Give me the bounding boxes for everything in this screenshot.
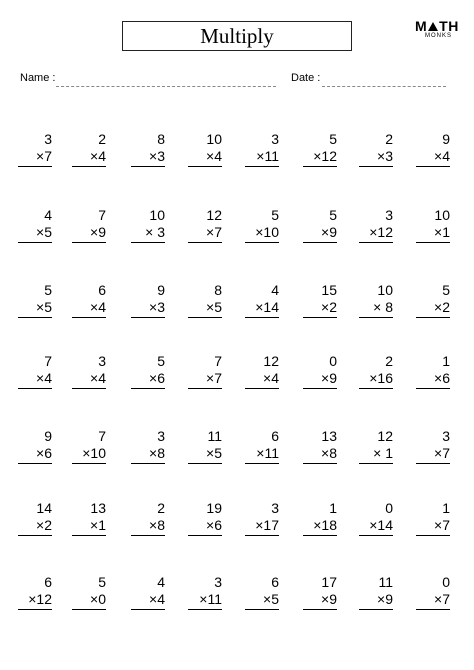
problem-3-8 [416,282,450,318]
multiplier: × 8 [359,299,393,318]
problem-1-3 [131,131,165,167]
multiplier: ×3 [131,148,165,167]
multiplier: ×12 [18,591,52,610]
logo-letters-th: TH [439,18,459,34]
problem-7-7 [359,574,393,610]
multiplier: ×8 [303,445,337,464]
multiplier: ×4 [416,148,450,167]
multiplicand: 3 [214,574,222,590]
multiplicand: 4 [44,207,52,223]
multiplier: ×2 [416,299,450,318]
multiplicand: 17 [321,574,337,590]
problem-6-2 [72,500,106,536]
problem-5-8 [416,428,450,464]
problem-2-5 [245,207,279,243]
problem-2-1 [18,207,52,243]
problem-4-1 [18,353,52,389]
multiplier: ×9 [303,591,337,610]
multiplier: ×14 [359,517,393,536]
multiplicand: 9 [44,428,52,444]
problem-2-8 [416,207,450,243]
multiplier: ×4 [72,299,106,318]
multiplicand: 14 [36,500,52,516]
problem-5-2 [72,428,106,464]
problem-5-3 [131,428,165,464]
worksheet-title: Multiply [122,21,352,51]
problem-5-6 [303,428,337,464]
multiplicand: 9 [442,131,450,147]
multiplicand: 5 [98,574,106,590]
problem-4-3 [131,353,165,389]
multiplicand: 5 [44,282,52,298]
problem-4-5 [245,353,279,389]
multiplier: ×12 [303,148,337,167]
problem-3-7 [359,282,393,318]
multiplicand: 3 [442,428,450,444]
multiplicand: 5 [329,207,337,223]
problem-3-4 [188,282,222,318]
problem-3-3 [131,282,165,318]
multiplicand: 9 [157,282,165,298]
multiplicand: 11 [378,574,393,590]
multiplier: ×5 [188,299,222,318]
multiplicand: 5 [271,207,279,223]
multiplicand: 0 [329,353,337,369]
multiplier: ×4 [245,370,279,389]
multiplier: ×16 [359,370,393,389]
multiplier: ×10 [72,445,106,464]
multiplicand: 12 [377,428,393,444]
problem-4-8 [416,353,450,389]
problem-1-8 [416,131,450,167]
multiplicand: 3 [271,500,279,516]
problem-2-6 [303,207,337,243]
multiplicand: 6 [271,574,279,590]
problem-4-2 [72,353,106,389]
multiplicand: 7 [44,353,52,369]
multiplicand: 5 [329,131,337,147]
problem-7-4 [188,574,222,610]
multiplicand: 10 [149,207,165,223]
multiplier: ×11 [245,445,279,464]
problem-1-2 [72,131,106,167]
problem-7-3 [131,574,165,610]
problem-2-2 [72,207,106,243]
problem-2-3 [131,207,165,243]
multiplier: ×6 [416,370,450,389]
problem-5-4 [188,428,222,464]
multiplier: ×14 [245,299,279,318]
multiplicand: 8 [214,282,222,298]
multiplicand: 2 [98,131,106,147]
multiplicand: 13 [321,428,337,444]
logo-letter-m: M [415,18,428,34]
multiplicand: 2 [385,131,393,147]
multiplicand: 3 [98,353,106,369]
problem-7-5 [245,574,279,610]
problem-3-6 [303,282,337,318]
problem-4-6 [303,353,337,389]
multiplicand: 12 [263,353,279,369]
multiplier: ×2 [303,299,337,318]
multiplier: ×17 [245,517,279,536]
problem-1-7 [359,131,393,167]
problem-6-5 [245,500,279,536]
multiplier: ×4 [188,148,222,167]
problem-1-1 [18,131,52,167]
multiplier: ×1 [72,517,106,536]
problem-6-4 [188,500,222,536]
multiplicand: 3 [157,428,165,444]
triangle-icon [428,22,438,31]
name-line[interactable] [56,86,276,87]
multiplier: ×11 [245,148,279,167]
multiplicand: 1 [329,500,337,516]
multiplicand: 7 [98,428,106,444]
multiplicand: 19 [206,500,222,516]
multiplicand: 10 [377,282,393,298]
problem-6-8 [416,500,450,536]
multiplier: ×7 [188,370,222,389]
multiplier: ×0 [72,591,106,610]
multiplier: ×4 [18,370,52,389]
multiplicand: 6 [271,428,279,444]
multiplicand: 2 [157,500,165,516]
multiplier: ×12 [359,224,393,243]
problem-3-1 [18,282,52,318]
multiplicand: 6 [44,574,52,590]
multiplier: ×6 [188,517,222,536]
multiplicand: 0 [442,574,450,590]
problem-2-4 [188,207,222,243]
multiplier: ×5 [18,299,52,318]
multiplier: ×5 [18,224,52,243]
name-label: Name : [20,72,56,84]
multiplicand: 2 [385,353,393,369]
multiplier: ×3 [131,299,165,318]
multiplicand: 3 [271,131,279,147]
multiplier: ×7 [416,591,450,610]
multiplier: ×7 [18,148,52,167]
multiplier: ×4 [72,370,106,389]
problem-7-8 [416,574,450,610]
logo-monks: MONKS [425,33,453,39]
problem-7-1 [18,574,52,610]
problem-1-6 [303,131,337,167]
problem-4-7 [359,353,393,389]
multiplier: ×4 [131,591,165,610]
multiplier: ×9 [72,224,106,243]
multiplier: ×6 [131,370,165,389]
problem-5-7 [359,428,393,464]
multiplicand: 10 [434,207,450,223]
multiplicand: 5 [442,282,450,298]
multiplier: ×5 [245,591,279,610]
multiplier: ×7 [416,517,450,536]
multiplier: ×4 [72,148,106,167]
multiplier: ×11 [188,591,222,610]
math-monks-logo [415,18,459,39]
problem-6-3 [131,500,165,536]
multiplicand: 1 [442,353,450,369]
multiplicand: 3 [385,207,393,223]
problem-1-4 [188,131,222,167]
date-line[interactable] [322,86,446,87]
multiplicand: 0 [385,500,393,516]
multiplier: ×18 [303,517,337,536]
multiplier: ×7 [188,224,222,243]
multiplier: ×7 [416,445,450,464]
multiplier: ×1 [416,224,450,243]
problem-7-6 [303,574,337,610]
problem-6-1 [18,500,52,536]
multiplicand: 3 [44,131,52,147]
problem-3-2 [72,282,106,318]
date-label: Date : [291,72,321,84]
multiplier: ×9 [303,370,337,389]
problem-6-7 [359,500,393,536]
multiplier: ×9 [303,224,337,243]
problem-4-4 [188,353,222,389]
multiplier: ×2 [18,517,52,536]
multiplier: ×5 [188,445,222,464]
multiplier: × 1 [359,445,393,464]
problem-2-7 [359,207,393,243]
multiplicand: 7 [98,207,106,223]
problem-5-5 [245,428,279,464]
problem-7-2 [72,574,106,610]
multiplicand: 4 [271,282,279,298]
multiplicand: 5 [157,353,165,369]
multiplier: ×3 [359,148,393,167]
multiplier: ×8 [131,517,165,536]
multiplicand: 7 [214,353,222,369]
problem-6-6 [303,500,337,536]
multiplier: × 3 [131,224,165,243]
multiplier: ×8 [131,445,165,464]
multiplicand: 13 [90,500,106,516]
multiplicand: 10 [206,131,222,147]
multiplicand: 6 [98,282,106,298]
multiplier: ×10 [245,224,279,243]
multiplicand: 4 [157,574,165,590]
multiplicand: 8 [157,131,165,147]
multiplicand: 15 [321,282,337,298]
problem-1-5 [245,131,279,167]
multiplier: ×6 [18,445,52,464]
multiplicand: 11 [207,428,222,444]
multiplicand: 1 [442,500,450,516]
multiplier: ×9 [359,591,393,610]
problem-5-1 [18,428,52,464]
problem-3-5 [245,282,279,318]
multiplicand: 12 [206,207,222,223]
